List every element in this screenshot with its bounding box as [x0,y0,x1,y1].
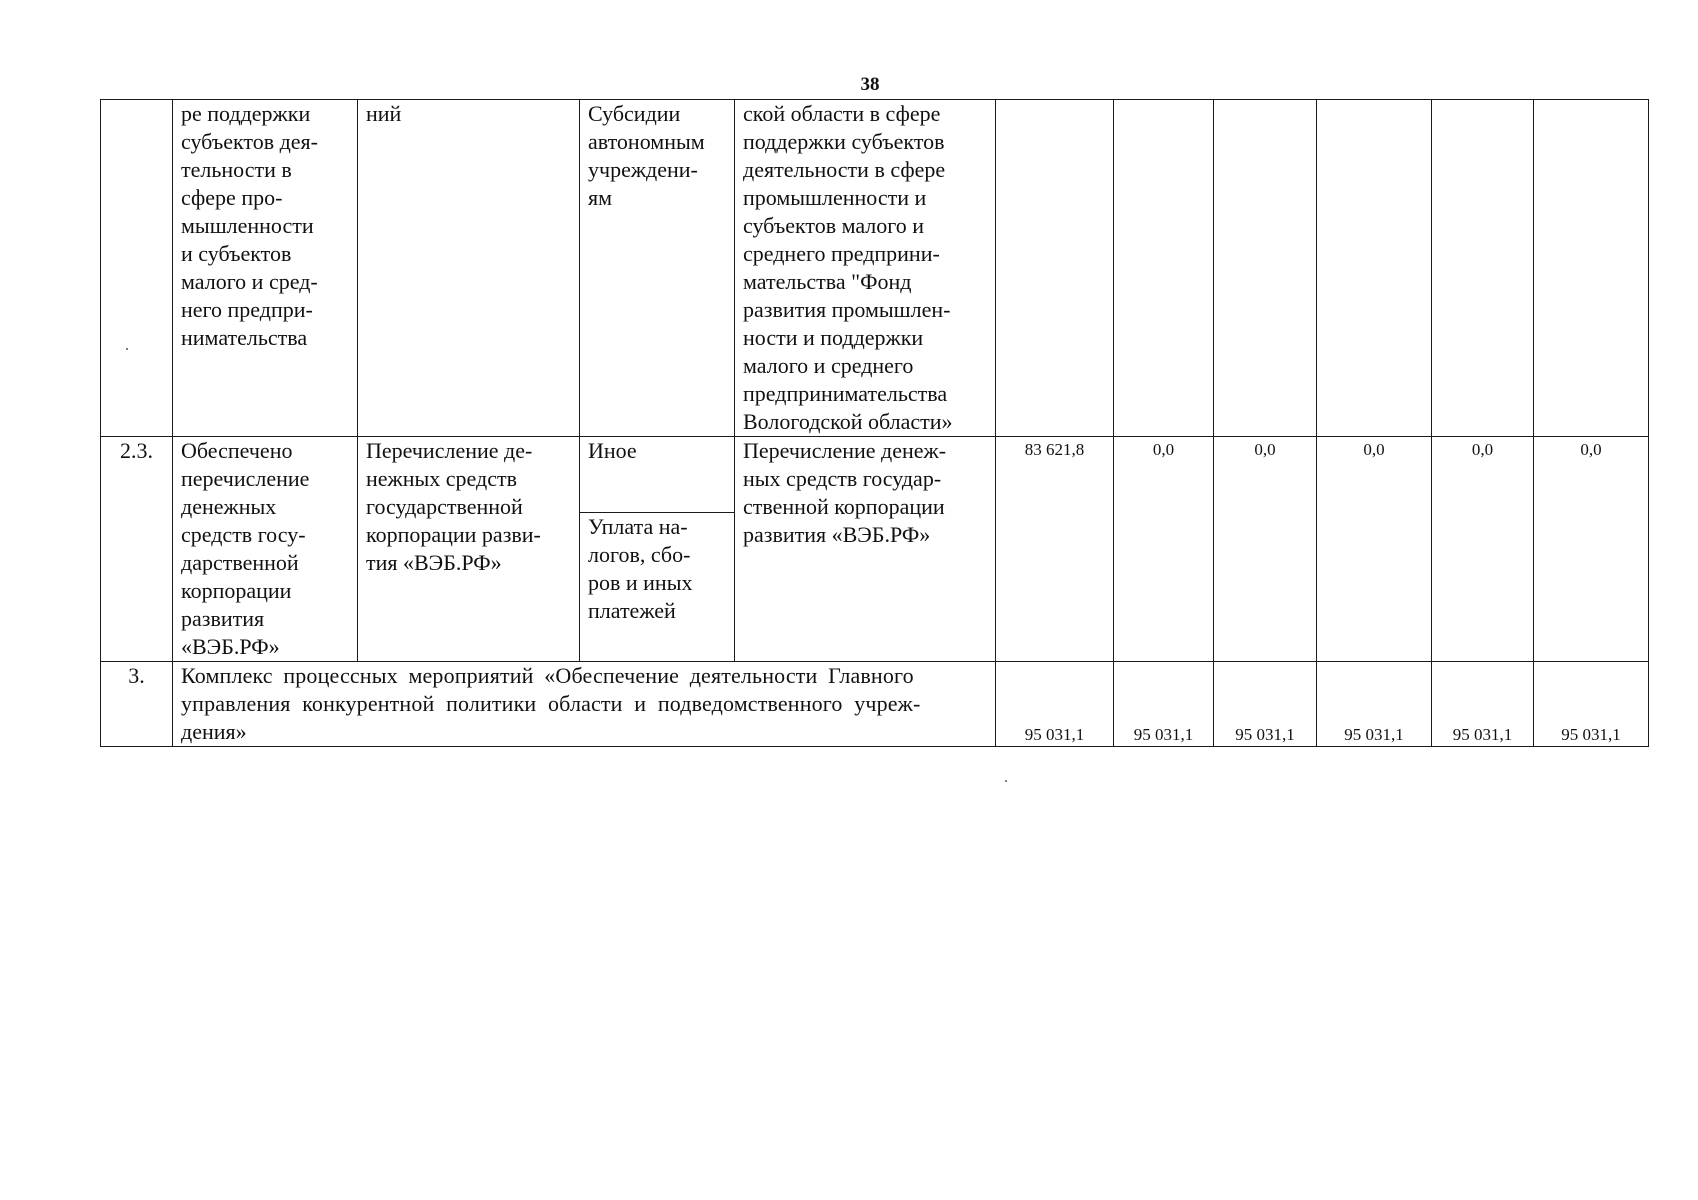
task-name-cell: ре поддержки субъектов дея- тельности в сфере про- мышленности и субъектов малого и сред- него предпри- нимательства [173,100,358,437]
event-name-cell: ний [358,100,580,437]
value-cell: 0,0 [1214,437,1317,662]
value-cell: 95 031,1 [996,662,1114,747]
value-cell [1214,100,1317,437]
budget-table [100,99,1649,747]
characteristic-cell: Перечисление денеж- ных средств государ- ственной корпорации развития «ВЭБ.РФ» [735,437,996,662]
value-cell: 0,0 [1432,437,1534,662]
value-cell [1114,100,1214,437]
value-cell: 83 621,8 [996,437,1114,662]
scan-speck [1005,780,1007,782]
table-row-continuation [101,100,1649,437]
value-cell: 95 031,1 [1114,662,1214,747]
value-cell [996,100,1114,437]
value-cell: 0,0 [1114,437,1214,662]
value-cell: 95 031,1 [1432,662,1534,747]
row-index [101,100,173,437]
event-type-cell: Субсидии автономным учреждени- ям [580,100,735,437]
row-index: 3. [101,662,173,747]
event-type-cell: Иное [580,437,735,513]
scan-speck [126,348,128,350]
characteristic-cell: ской области в сфере поддержки субъектов деятельности в сфере промышленности и субъектов малого и среднего предприни- мательства "Фонд развития промышлен- ности и поддержки малого и среднего предпринимательства Вологодской области» [735,100,996,437]
event-name-cell: Перечисление де- нежных средств государственной корпорации разви- тия «ВЭБ.РФ» [358,437,580,662]
value-cell [1432,100,1534,437]
value-cell: 0,0 [1317,437,1432,662]
table-row-3 [101,662,1649,747]
table-row-2-3 [101,437,1649,513]
value-cell: 0,0 [1534,437,1649,662]
value-cell [1534,100,1649,437]
complex-name-cell: Комплекс процессных мероприятий «Обеспечение деятельности Главного управления конкурентной политики области и подведомственного учреж- дения» [173,662,996,747]
value-cell [1317,100,1432,437]
event-type-cell: Уплата на- логов, сбо- ров и иных платежей [580,513,735,662]
row-index: 2.3. [101,437,173,662]
value-cell: 95 031,1 [1534,662,1649,747]
value-cell: 95 031,1 [1317,662,1432,747]
value-cell: 95 031,1 [1214,662,1317,747]
task-name-cell: Обеспечено перечисление денежных средств госу- дарственной корпорации развития «ВЭБ.РФ» [173,437,358,662]
page-number: 38 [860,74,880,95]
